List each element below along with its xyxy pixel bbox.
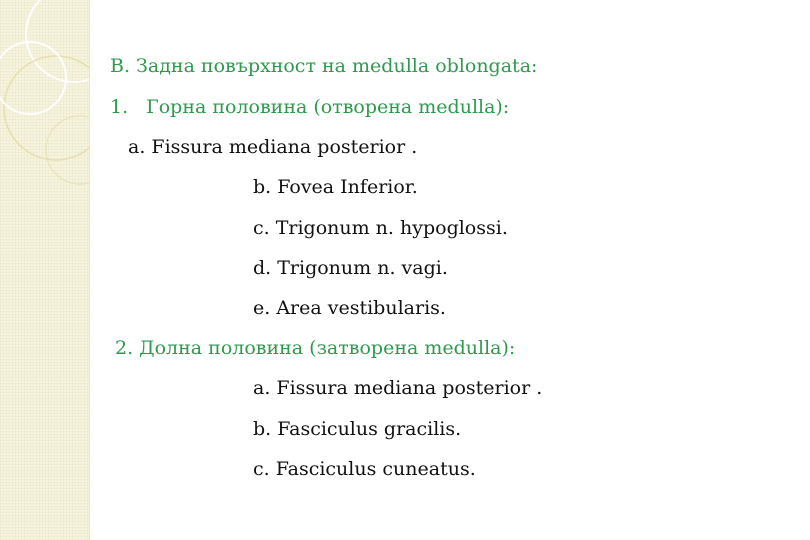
slide-heading: B. Задна повърхност на medulla oblongata: — [110, 55, 538, 77]
section-1-item-b: b. Fovea Inferior. — [253, 176, 418, 198]
section-1-heading — [110, 96, 509, 118]
section-1-item-e: e. Area vestibularis. — [253, 297, 446, 319]
section-2-item-c: c. Fasciculus cuneatus. — [253, 458, 476, 480]
section-2-item-b: b. Fasciculus gracilis. — [253, 418, 462, 440]
decorative-circles-graphic — [0, 0, 90, 540]
section-1-item-a: a. Fissura mediana posterior . — [128, 136, 418, 158]
section-1-item-d: d. Trigonum n. vagi. — [253, 257, 448, 279]
section-2-heading: 2. Долна половина (затворена medulla): — [115, 337, 516, 359]
section-2-item-a: a. Fissura mediana posterior . — [253, 377, 543, 399]
decorative-side-panel — [0, 0, 90, 540]
section-1-title: Горна половина (отворена medulla): — [146, 96, 510, 118]
panel-edge-divider — [89, 0, 90, 540]
section-1-item-c: c. Trigonum n. hypoglossi. — [253, 217, 508, 239]
section-1-number: 1. — [110, 96, 129, 118]
